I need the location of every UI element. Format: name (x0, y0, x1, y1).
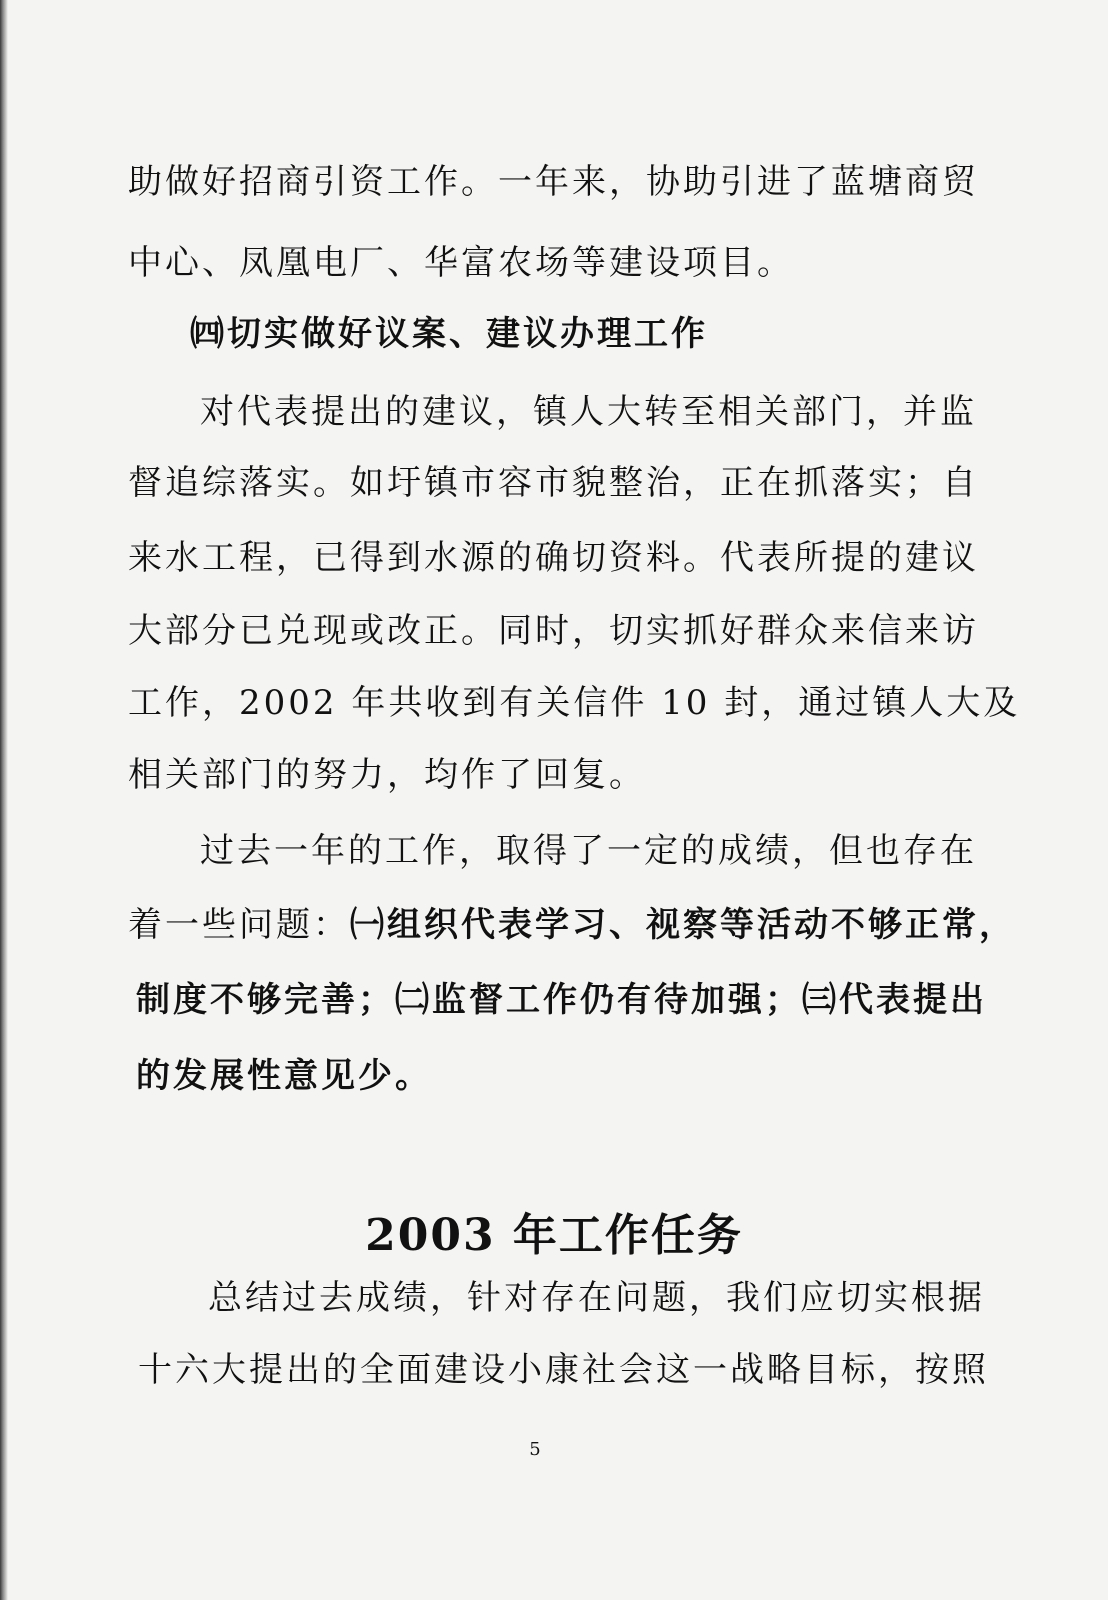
problem-1: ㈠组织代表学习、视察等活动不够正常， (350, 905, 1016, 945)
problems-line (128, 905, 1016, 945)
problems-line-3: 的发展性意见少。 (136, 1056, 432, 1096)
paragraph-line: 过去一年的工作，取得了一定的成绩，但也存在 (200, 831, 977, 871)
section-title: 2003 年工作任务 (365, 1210, 743, 1261)
page-number: 5 (529, 1439, 541, 1460)
problems-line-2: 制度不够完善；㈡监督工作仍有待加强；㈢代表提出 (136, 980, 987, 1020)
paragraph-line: 来水工程，已得到水源的确切资料。代表所提的建议 (128, 538, 979, 578)
problems-prefix: 着一些问题： (128, 905, 350, 945)
paragraph-line: 工作，2002 年共收到有关信件 10 封，通过镇人大及 (128, 683, 1021, 723)
paragraph-line: 大部分已兑现或改正。同时，切实抓好群众来信来访 (128, 611, 979, 651)
section-heading-4: ㈣切实做好议案、建议办理工作 (190, 314, 708, 354)
paragraph-line: 督追综落实。如圩镇市容市貌整治，正在抓落实；自 (128, 463, 979, 503)
paragraph-line: 相关部门的努力，均作了回复。 (128, 755, 646, 795)
paragraph-line: 助做好招商引资工作。一年来，协助引进了蓝塘商贸 (128, 162, 979, 202)
paragraph-line: 中心、凤凰电厂、华富农场等建设项目。 (128, 243, 794, 283)
paragraph-line: 十六大提出的全面建设小康社会这一战略目标，按照 (138, 1350, 989, 1390)
paragraph-line: 总结过去成绩，针对存在问题，我们应切实根据 (208, 1278, 985, 1318)
scan-border (0, 0, 8, 1600)
paragraph-line: 对代表提出的建议，镇人大转至相关部门，并监 (200, 392, 977, 432)
